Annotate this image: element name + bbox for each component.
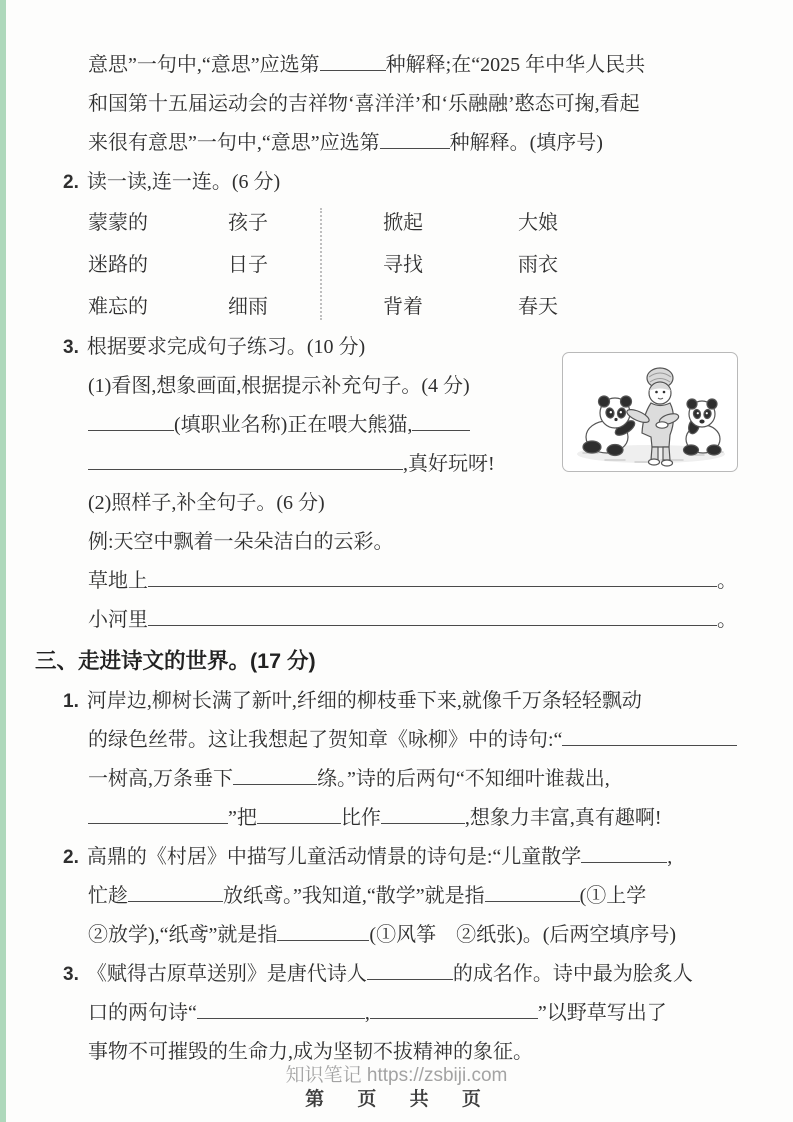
match-word: 细雨 — [228, 296, 268, 318]
question-number: 3. — [63, 337, 79, 358]
matching-exercise — [0, 202, 793, 328]
answer-blank — [380, 147, 450, 149]
text-segment: 的绿色丝带。这让我想起了贺知章《咏柳》中的诗句:“ — [88, 729, 563, 751]
text-segment: 种解释。(填序号) — [449, 132, 603, 154]
answer-blank — [233, 783, 317, 785]
match-divider-line — [320, 208, 322, 320]
answer-blank — [370, 1017, 538, 1019]
question-number: 1. — [63, 691, 79, 712]
text-segment: (①上学 — [579, 885, 647, 907]
match-word: 迷路的 — [88, 254, 148, 276]
answer-blank — [257, 822, 341, 824]
text-segment: ”以野草写出了 — [537, 1002, 667, 1024]
text-segment: 读一读,连一连。(6 分) — [86, 171, 281, 193]
text-segment: ,想象力丰富,真有趣啊! — [464, 807, 662, 829]
question-text-line — [0, 760, 793, 799]
text-segment: 。 — [717, 570, 737, 592]
footer-site-credit — [0, 1060, 793, 1087]
text-segment: 种解释;在“2025 年中华人民共 — [385, 54, 646, 76]
question-2-title — [0, 163, 793, 202]
text-segment: 比作 — [340, 807, 381, 829]
answer-blank — [412, 429, 470, 431]
fill-in-line — [0, 562, 793, 601]
match-word: 寻找 — [383, 254, 423, 276]
answer-blank — [128, 900, 223, 902]
section-three-header — [0, 640, 793, 682]
question-text-line — [0, 877, 793, 916]
answer-blank — [485, 900, 580, 902]
text-segment: , — [364, 1002, 370, 1024]
answer-blank — [88, 429, 174, 431]
question-text-line — [0, 838, 793, 877]
pandas-illustration — [562, 352, 738, 472]
text-segment: 放纸鸢。”我知道,“散学”就是指 — [223, 885, 485, 907]
question-text-line — [0, 994, 793, 1033]
match-word: 大娘 — [518, 212, 558, 234]
answer-blank — [88, 468, 403, 470]
match-row — [88, 286, 793, 328]
question-number: 2. — [63, 847, 79, 868]
question-text-line — [0, 85, 793, 124]
answer-blank — [367, 978, 453, 980]
answer-blank — [148, 624, 717, 626]
match-row — [88, 244, 793, 286]
text-segment: , — [667, 846, 673, 868]
answer-blank — [148, 585, 717, 587]
match-word: 背着 — [383, 296, 423, 318]
section-title: 三、走进诗文的世界。(17 分) — [35, 649, 316, 673]
answer-blank — [562, 744, 737, 746]
page-indicator-text: 第 页 共 页 — [305, 1089, 488, 1110]
text-segment: 。 — [717, 609, 737, 631]
answer-blank — [320, 69, 386, 71]
question-text-line — [0, 721, 793, 760]
match-word: 难忘的 — [88, 296, 148, 318]
text-segment: ②放学),“纸鸢”就是指 — [88, 924, 278, 946]
question-text-line — [0, 124, 793, 163]
match-word: 孩子 — [228, 212, 268, 234]
match-word: 蒙蒙的 — [88, 212, 148, 234]
text-segment: 根据要求完成句子练习。(10 分) — [86, 336, 366, 358]
answer-blank — [277, 939, 369, 941]
keeper-feeding-pandas-icon — [563, 353, 737, 471]
text-segment: 事物不可摧毁的生命力,成为坚韧不拔精神的象征。 — [88, 1041, 533, 1063]
answer-blank — [88, 822, 228, 824]
question-number: 2. — [63, 172, 79, 193]
example-sentence — [0, 523, 793, 562]
question-text-line — [0, 955, 793, 994]
question-number: 3. — [63, 964, 79, 985]
text-segment: 高鼎的《村居》中描写儿童活动情景的诗句是:“儿童散学 — [86, 846, 582, 868]
text-segment: 例:天空中飘着一朵朵洁白的云彩。 — [88, 531, 394, 553]
footer-page-indicator — [0, 1084, 793, 1111]
match-word: 春天 — [518, 296, 558, 318]
match-word: 掀起 — [383, 212, 423, 234]
sub-question-label — [0, 484, 793, 523]
text-segment: 绦。”诗的后两句“不知细叶谁裁出, — [317, 768, 610, 790]
site-credit-text: 知识笔记 https://zsbiji.com — [285, 1065, 508, 1086]
text-segment: (1)看图,想象画面,根据提示补充句子。(4 分) — [88, 375, 470, 397]
text-segment: 口的两句诗“ — [88, 1002, 197, 1024]
text-segment: (①风筝 ②纸张)。(后两空填序号) — [369, 924, 677, 946]
answer-blank — [381, 822, 465, 824]
question-text-line — [0, 682, 793, 721]
text-segment: 小河里 — [88, 609, 148, 631]
page-content — [0, 46, 793, 1072]
question-text-line — [0, 46, 793, 85]
text-segment: 来很有意思”一句中,“意思”应选第 — [88, 132, 380, 154]
match-word: 雨衣 — [518, 254, 558, 276]
text-segment: 和国第十五届运动会的吉祥物‘喜洋洋’和‘乐融融’憨态可掬,看起 — [88, 93, 640, 115]
fill-in-line — [0, 601, 793, 640]
text-segment: 的成名作。诗中最为脍炙人 — [452, 963, 693, 985]
text-segment: ”把 — [228, 807, 257, 829]
text-segment: 意思”一句中,“意思”应选第 — [88, 54, 320, 76]
text-segment: 《赋得古原草送别》是唐代诗人 — [86, 963, 367, 985]
text-segment: 一树高,万条垂下 — [88, 768, 233, 790]
match-row — [88, 202, 793, 244]
question-text-line — [0, 916, 793, 955]
text-segment: 忙趁 — [88, 885, 128, 907]
question-text-line — [0, 799, 793, 838]
match-word: 日子 — [228, 254, 268, 276]
text-segment: 草地上 — [88, 570, 148, 592]
text-segment: 河岸边,柳树长满了新叶,纤细的柳枝垂下来,就像千万条轻轻飘动 — [86, 690, 642, 712]
answer-blank — [197, 1017, 365, 1019]
text-segment: ,真好玩呀! — [403, 453, 495, 475]
text-segment: (2)照样子,补全句子。(6 分) — [88, 492, 325, 514]
answer-blank — [581, 861, 667, 863]
text-segment: (填职业名称)正在喂大熊猫, — [174, 414, 413, 436]
